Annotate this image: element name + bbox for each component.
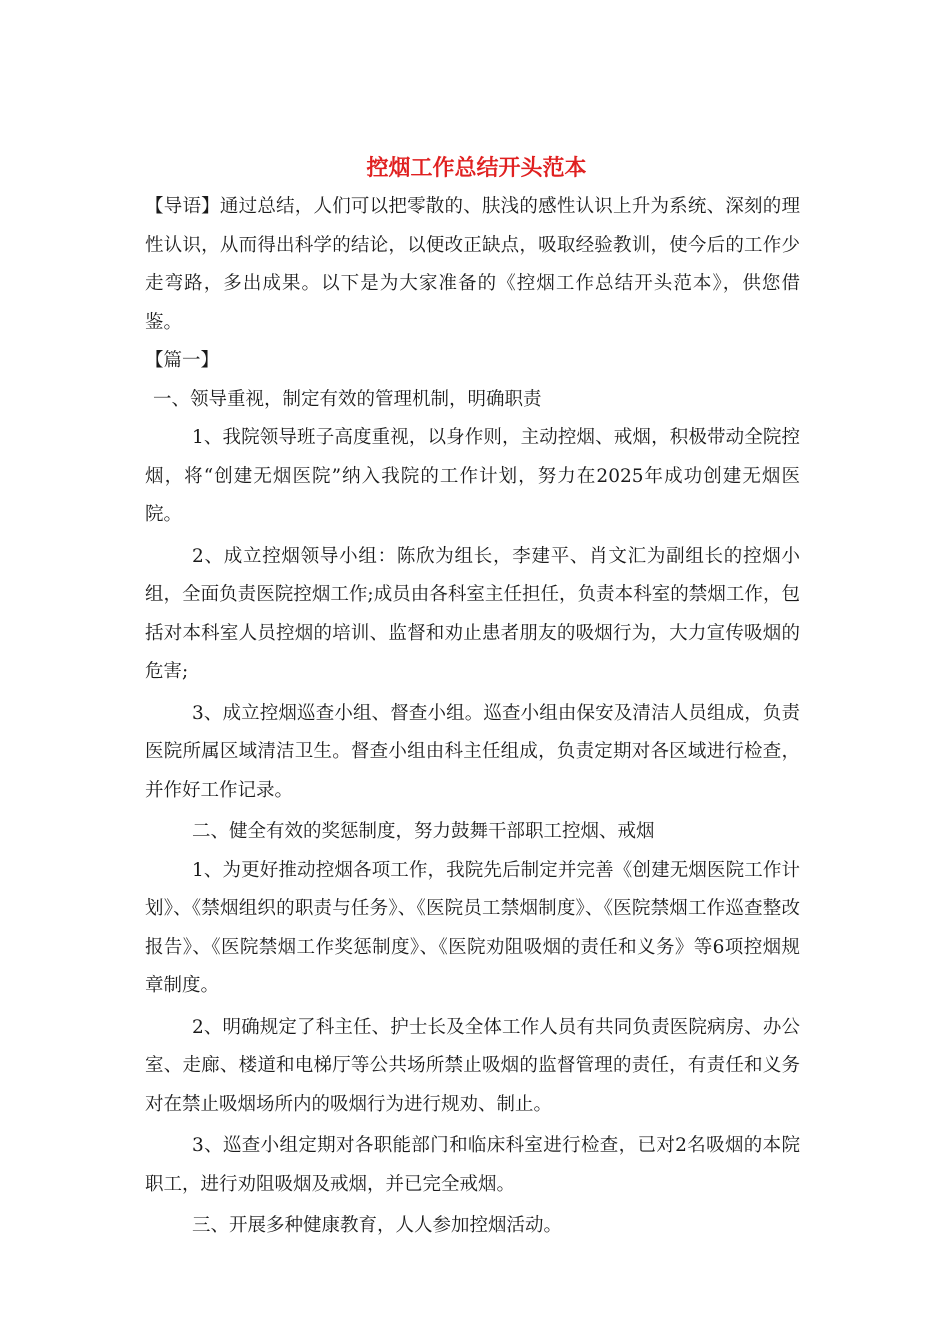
document-body — [145, 150, 800, 1246]
section-2-item-2: 2、明确规定了科主任、护士长及全体工作人员有共同负责医院病房、办公室、走廊、楼道和电梯厅等公共场所禁止吸烟的监督管理的责任，有责任和义务对在禁止吸烟场所内的吸烟行为进行规劝、制止。 — [145, 1016, 800, 1115]
section-1-item-2: 2、成立控烟领导小组：陈欣为组长，李建平、肖文汇为副组长的控烟小组，全面负责医院控烟工作;成员由各科室主任担任，负责本科室的禁烟工作，包括对本科室人员控烟的培训、监督和劝止患者朋友的吸烟行为，大力宣传吸烟的危害; — [145, 545, 800, 682]
section-2-item-3: 3、巡查小组定期对各职能部门和临床科室进行检查，已对2名吸烟的本院职工，进行劝阻吸烟及戒烟，并已完全戒烟。 — [145, 1135, 800, 1195]
chapter-label: 【篇一】 — [145, 350, 220, 371]
section-2-heading: 二、健全有效的奖惩制度，努力鼓舞干部职工控烟、戒烟 — [192, 821, 655, 842]
section-3-heading: 三、开展多种健康教育，人人参加控烟活动。 — [192, 1215, 563, 1236]
section-1-item-1: 1、我院领导班子高度重视，以身作则，主动控烟、戒烟，积极带动全院控烟，将“创建无烟医院”纳入我院的工作计划，努力在2025年成功创建无烟医院。 — [145, 427, 800, 525]
section-1-heading: 一、领导重视，制定有效的管理机制，明确职责 — [153, 388, 542, 410]
document-title: 控烟工作总结开头范本 — [366, 156, 587, 181]
section-2-item-1: 1、为更好推动控烟各项工作，我院先后制定并完善《创建无烟医院工作计划》、《禁烟组织的职责与任务》、《医院员工禁烟制度》、《医院禁烟工作巡查整改报告》、《医院禁烟工作奖惩制度》、《医院劝阻吸烟的责任和义务》等6项控烟规章制度。 — [145, 859, 800, 996]
section-1-item-3: 3、成立控烟巡查小组、督查小组。巡查小组由保安及清洁人员组成，负责医院所属区域清洁卫生。督查小组由科主任组成，负责定期对各区域进行检查，并作好工作记录。 — [145, 702, 800, 801]
intro-paragraph: 【导语】通过总结，人们可以把零散的、肤浅的感性认识上升为系统、深刻的理性认识，从而得出科学的结论，以便改正缺点，吸取经验教训，使今后的工作少走弯路，多出成果。以下是为大家准备的《控烟工作总结开头范本》，供您借鉴。 — [145, 196, 800, 333]
